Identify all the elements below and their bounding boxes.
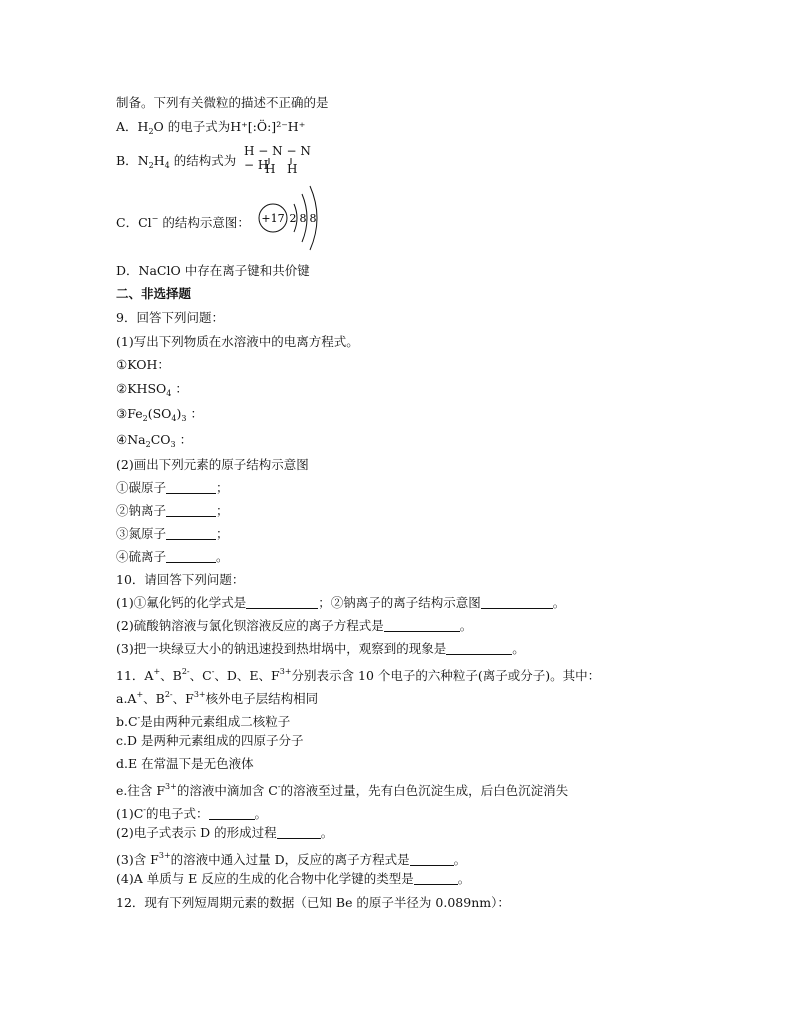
answer-blank[interactable]: [384, 620, 460, 632]
cl-diagram-svg: [256, 182, 336, 254]
answer-blank[interactable]: [277, 827, 321, 839]
q11-part3: (3)含 $F^{3+}$的溶液中通入过量 D，反应的离子方程式是 。: [116, 851, 467, 867]
q9-1-fe2so43: $③Fe_2(SO_4)_3$ ：: [116, 406, 203, 423]
q11-cond-b: b.C-是由两种元素组成二核粒子: [116, 713, 291, 729]
q11-cond-c: c.D 是两种元素组成的四原子分子: [116, 733, 304, 748]
answer-blank[interactable]: [481, 597, 553, 609]
shell-count-1: 2: [289, 212, 297, 225]
q9-part2: (2)画出下列元素的原子结构示意图: [116, 457, 309, 472]
q10-stem: 10．请回答下列问题：: [116, 572, 245, 587]
option-a: A．$H_2O$ 的电子式为H⁺[:Ö:]²⁻H⁺: [116, 119, 306, 136]
n2h4-bonds: [244, 144, 324, 180]
option-b: B．$N_2H_4$ 的结构式为: [116, 153, 237, 170]
h2o-electron-formula: H⁺[:Ö:]²⁻H⁺: [230, 119, 306, 134]
q9-part1: (1)写出下列物质在水溶液中的电离方程式。: [116, 334, 359, 349]
intro-line: 制备。下列有关微粒的描述不正确的是: [116, 95, 329, 110]
option-c: C．Cl− 的结构示意图：: [116, 214, 250, 230]
answer-blank[interactable]: [414, 873, 458, 885]
q9-2-sulfide: ④硫离子 。: [116, 549, 229, 564]
answer-blank[interactable]: [246, 597, 318, 609]
q11-part1: (1)C-的电子式： 。: [116, 805, 268, 821]
answer-blank[interactable]: [446, 643, 512, 655]
q9-2-sodium-ion: ②钠离子 ；: [116, 503, 229, 518]
q11-part4: (4)A 单质与 E 反应的生成的化合物中化学键的类型是 。: [116, 871, 471, 886]
n2h4-structural-formula: H − N − N − H H H: [244, 144, 324, 180]
q9-2-nitrogen: ③氮原子 ；: [116, 526, 229, 541]
answer-blank[interactable]: [410, 854, 454, 866]
answer-blank[interactable]: [166, 505, 216, 517]
q11-cond-e: e.往含 $F^{3+}$的溶液中滴加含 C-的溶液至过量，先有白色沉淀生成，后白色沉淀消失: [116, 782, 569, 798]
q9-1-khso4: $②KHSO_4$ ：: [116, 381, 188, 398]
nucleus-label: +17: [261, 212, 285, 225]
cl-ion-structure-diagram: [256, 182, 336, 254]
shell-count-2: 8: [299, 212, 307, 225]
q9-stem: 9．回答下列问题：: [116, 310, 224, 325]
shell-count-3: 8: [309, 212, 317, 225]
q10-part3: (3)把一块绿豆大小的钠迅速投到热坩埚中，观察到的现象是 。: [116, 641, 525, 656]
q10-part2: (2)硫酸钠溶液与氯化钡溶液反应的离子方程式是 。: [116, 618, 473, 633]
q9-1-koh: ①KOH：: [116, 357, 170, 372]
answer-blank[interactable]: [166, 528, 216, 540]
q9-1-na2co3: $④Na_2CO_3$ ：: [116, 432, 193, 449]
q10-part1: (1)①氟化钙的化学式是 ；②钠离子的离子结构示意图 。: [116, 595, 566, 610]
option-d: D．NaClO 中存在离子键和共价键: [116, 263, 310, 278]
q12-stem: 12．现有下列短周期元素的数据（已知 Be 的原子半径为 0.089nm）：: [116, 895, 510, 910]
q11-stem: 11．A+、$B^{2-}$、C-、D、E、$F^{3+}$分别表示含 10 个电子的六种粒子(离子或分子)。其中：: [116, 667, 601, 683]
section-heading: 二、非选择题: [116, 286, 192, 301]
answer-blank[interactable]: [166, 482, 216, 494]
q11-part2: (2)电子式表示 D 的形成过程 。: [116, 825, 334, 840]
q11-cond-d: d.E 在常温下是无色液体: [116, 756, 254, 771]
q9-2-carbon: ①碳原子 ；: [116, 480, 229, 495]
answer-blank[interactable]: [209, 808, 255, 820]
q11-cond-a: a.A+、$B^{2-}$、$F^{3+}$核外电子层结构相同: [116, 690, 319, 706]
answer-blank[interactable]: [166, 551, 216, 563]
